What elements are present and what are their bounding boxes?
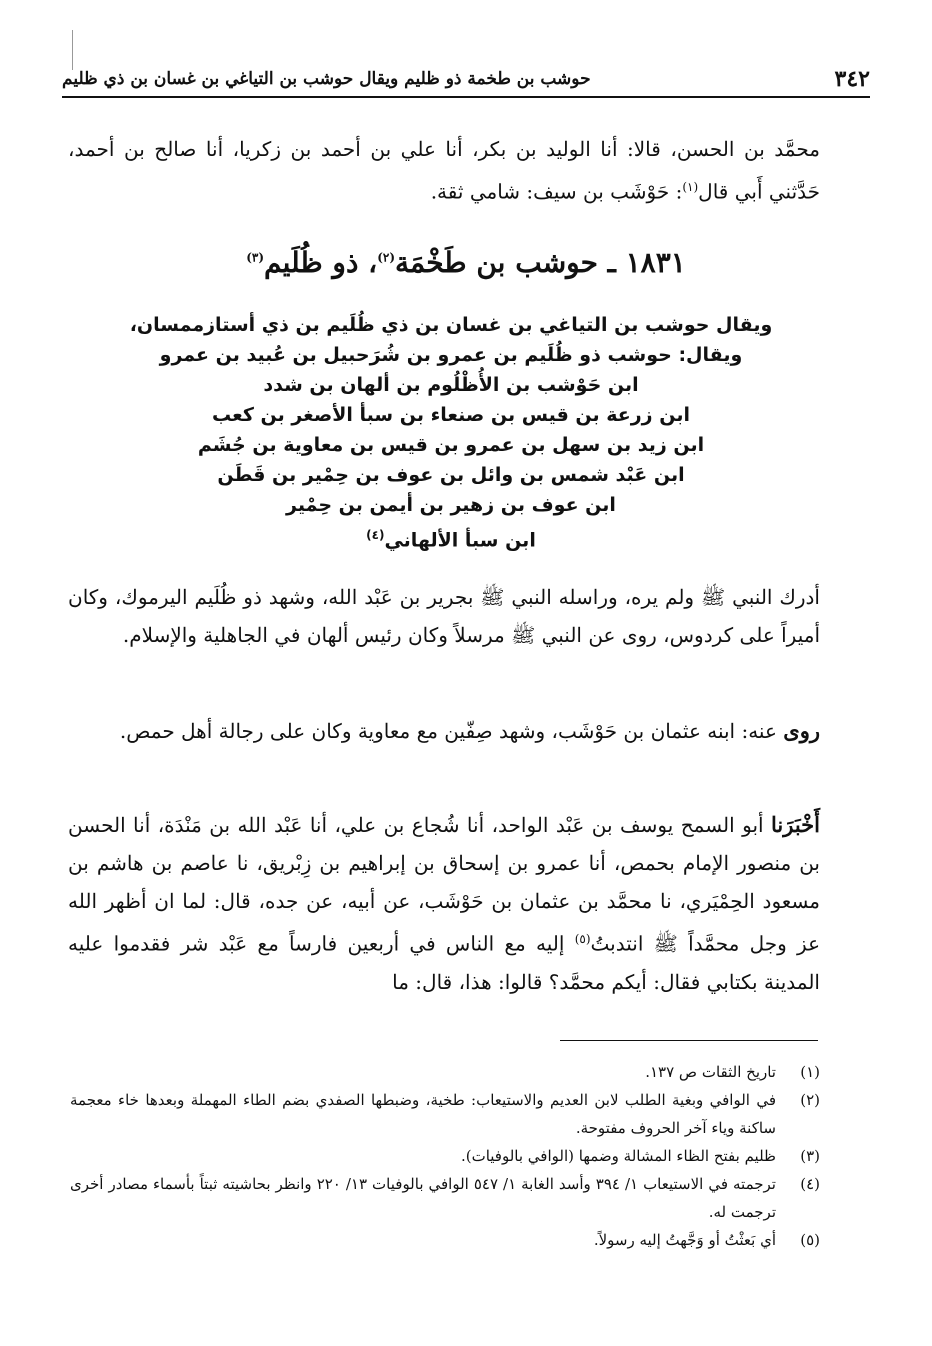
footnote-ref-1: (١) (682, 180, 699, 194)
footnote-text: في الوافي وبغية الطلب لابن العديم والاستيعاب: طخية، وضبطها الصفدي بضم الطاء المهملة وبعدها خاء معجمة ساكنة وياء آخر الحروف مفتوحة. (70, 1091, 776, 1137)
lineage-block (120, 310, 782, 555)
lineage-line: ابن عوف بن زهير بن أيمن بن حِمْير (286, 494, 616, 516)
footnote-rule (560, 1040, 818, 1041)
lineage-line: ابن زرعة بن قيس بن صنعاء بن سبأ الأصغر بن كعب (212, 404, 690, 426)
running-header (62, 62, 870, 98)
lineage-line: ويقال حوشب بن التياغي بن غسان بن ذي ظُلَيم بن ذي أستازممسان، (129, 314, 773, 336)
footnote (70, 1226, 820, 1254)
paragraph-2-text: أدرك النبي ﷺ ولم يره، وراسله النبي ﷺ بجرير بن عَبْد الله، وشهد ذو ظُلَيم اليرموك، وكان أميراً على كردوس، روى عن النبي ﷺ مرسلاً وكان رئيس ألهان في الجاهلية والإسلام. (68, 585, 820, 647)
paragraph-1-text: محمَّد بن الحسن، قالا: أنا الوليد بن بكر، أنا علي بن أحمد بن زكريا، أنا صالح بن أحمد، حَدَّثني أَبي قال (68, 137, 820, 204)
footnote (70, 1170, 820, 1226)
paragraph-4-tail: إليه مع الناس في أربعين فارساً مع عَبْد شر فقدموا عليه المدينة بكتابي فقال: أيكم محمَّد؟ قالوا: هذا، قال: ما (68, 931, 820, 994)
lineage-line: ويقال: حوشب ذو ظُلَيم بن عمرو بن شُرَحبيل بن عُبيد بن عمرو (159, 344, 743, 366)
footnote-text: ترجمته في الاستيعاب ١/ ٣٩٤ وأسد الغابة ١/ ٥٤٧ الوافي بالوفيات ١٣/ ٢٢٠ وانظر بحاشيته ثبتاً بأسماء مصادر أخرى ترجمت له. (70, 1175, 776, 1221)
paragraph-4-lead: أَخْبَرَنا (771, 812, 820, 837)
entry-title (0, 246, 932, 279)
footnote (70, 1142, 820, 1170)
paragraph-1-tail: : حَوْشَب بن سيف: شامي ثقة. (430, 179, 683, 204)
footnote (70, 1086, 820, 1142)
footnote-number: (٤) (800, 1175, 820, 1193)
paragraph-3-lead: روى (783, 718, 820, 743)
footnote-number: (٣) (800, 1147, 820, 1165)
lineage-line: ابن حَوْشب بن الأُظْلُوم بن ألهان بن شدد (263, 374, 639, 396)
paragraph-1 (68, 130, 820, 211)
lineage-line: ابن زيد بن سهل بن عمرو بن قيس بن معاوية بن جُشَم (197, 434, 705, 456)
footnote-number: (٢) (800, 1091, 820, 1109)
footnote-ref-4: (٤) (366, 528, 385, 542)
footnotes (70, 1058, 820, 1254)
running-title: حوشب بن طخمة ذو ظليم ويقال حوشب بن التياغي بن غسان بن ذي ظليم (62, 69, 591, 89)
paragraph-3-text: عنه: ابنه عثمان بن حَوْشَب، وشهد صِفّين مع معاوية وكان على رجالة أهل حمص. (119, 719, 784, 743)
footnote-text: تاريخ الثقات ص ١٣٧. (645, 1063, 776, 1081)
lineage-line: ابن عَبْد شمس بن وائل بن عوف بن حِمْير بن قَطَن (217, 464, 685, 486)
footnote-number: (١) (800, 1063, 820, 1081)
lineage-line-last (120, 520, 782, 555)
footnote-number: (٥) (800, 1231, 820, 1249)
page-number: ٣٤٢ (834, 66, 870, 92)
footnote-text: ظليم بفتح الظاء المشالة وضمها (الوافي بالوفيات). (460, 1147, 776, 1165)
paragraph-4-text: أبو السمح يوسف بن عَبْد الواحد، أنا شُجاع بن علي، أنا عَبْد الله بن مَنْدَة، أنا الحسن بن منصور الإمام بحمص، أنا عمرو بن إسحاق بن إبراهيم بن زِبْريق، نا عاصم بن هاشم بن مسعود الحِمْيَري، نا محمَّد بن عثمان بن حَوْشَب، عن أبيه، عن جده، قال: لما ان أظهر الله عز وجل محمَّداً ﷺ انتدبتُ (68, 813, 821, 956)
entry-title-text: ١٨٣١ ـ حوشب بن طَخْمَة (395, 246, 686, 279)
footnote-ref-5: (٥) (574, 932, 591, 946)
lineage-line-8: ابن سبأ الألهاني (384, 529, 536, 552)
footnote (70, 1058, 820, 1086)
footnote-ref-2: (٢) (377, 250, 396, 265)
footnote-text: أي بَعثْتُ أو وَجَّهتُ إليه رسولاً. (593, 1231, 776, 1249)
paragraph-3 (68, 712, 820, 750)
footnote-ref-3: (٣) (246, 250, 265, 265)
paragraph-4 (68, 806, 820, 1001)
entry-title-mid: ، ذو ظُلَيم (264, 246, 378, 279)
paragraph-2 (68, 578, 820, 654)
